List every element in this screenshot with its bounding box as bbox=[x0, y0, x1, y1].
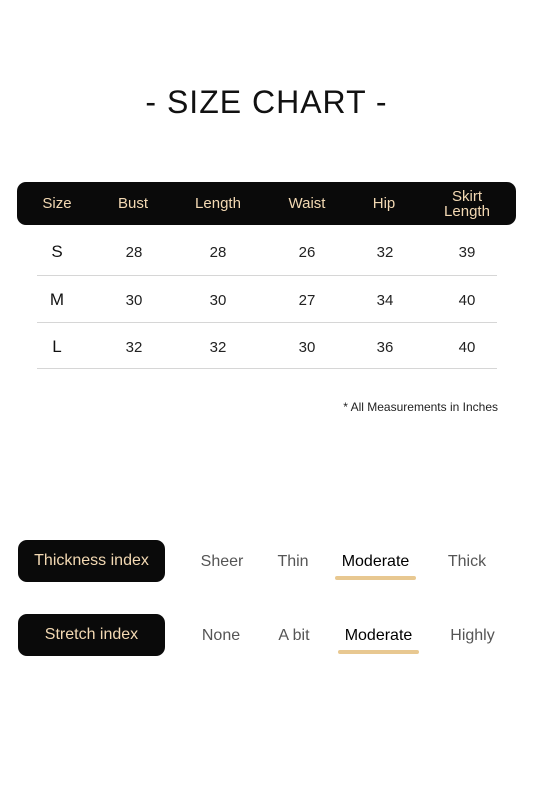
cell-bust: 32 bbox=[125, 338, 143, 356]
header-length: Length bbox=[195, 195, 241, 212]
cell-length: 30 bbox=[209, 291, 227, 309]
row-divider bbox=[37, 275, 497, 276]
cell-size: M bbox=[49, 290, 65, 309]
option-label: Moderate bbox=[341, 553, 410, 570]
table-row bbox=[37, 229, 497, 275]
thickness-option-thick bbox=[443, 541, 491, 583]
cell-hip: 36 bbox=[376, 338, 394, 356]
cell-waist: 27 bbox=[298, 291, 316, 309]
cell-size: S bbox=[51, 242, 63, 261]
cell-skirt-length: 39 bbox=[458, 243, 476, 261]
cell-size: L bbox=[52, 337, 62, 356]
cell-skirt-length: 40 bbox=[458, 338, 476, 356]
cell-waist: 30 bbox=[298, 338, 316, 356]
header-waist: Waist bbox=[288, 195, 326, 212]
cell-hip: 34 bbox=[376, 291, 394, 309]
row-divider bbox=[37, 322, 497, 323]
cell-bust: 30 bbox=[125, 291, 143, 309]
size-table-header bbox=[17, 182, 516, 225]
header-skirt-length: Skirt Length bbox=[444, 187, 490, 220]
thickness-option-moderate bbox=[335, 541, 416, 583]
stretch-option-none bbox=[197, 615, 245, 657]
option-label: Sheer bbox=[200, 553, 244, 570]
stretch-option-moderate bbox=[338, 615, 419, 657]
option-label: A bit bbox=[278, 627, 310, 644]
stretch-option-a-bit bbox=[272, 615, 316, 657]
cell-bust: 28 bbox=[125, 243, 143, 261]
option-label: None bbox=[201, 627, 241, 644]
cell-length: 32 bbox=[209, 338, 227, 356]
thickness-option-thin bbox=[270, 541, 316, 583]
table-row bbox=[37, 324, 497, 370]
header-hip: Hip bbox=[372, 195, 396, 212]
selected-underline bbox=[338, 650, 419, 654]
cell-skirt-length: 40 bbox=[458, 291, 476, 309]
thickness-index-label: Thickness index bbox=[18, 540, 165, 582]
option-label: Moderate bbox=[344, 627, 413, 644]
cell-waist: 26 bbox=[298, 243, 316, 261]
stretch-index-label: Stretch index bbox=[18, 614, 165, 656]
page-title: - SIZE CHART - bbox=[145, 84, 388, 120]
row-divider bbox=[37, 368, 497, 369]
measurement-note: * All Measurements in Inches bbox=[343, 400, 498, 414]
header-size: Size bbox=[42, 195, 72, 212]
thickness-option-sheer bbox=[197, 541, 247, 583]
option-label: Highly bbox=[450, 627, 495, 644]
cell-hip: 32 bbox=[376, 243, 394, 261]
cell-length: 28 bbox=[209, 243, 227, 261]
selected-underline bbox=[335, 576, 416, 580]
header-bust: Bust bbox=[117, 195, 148, 212]
option-label: Thick bbox=[447, 553, 487, 570]
table-row bbox=[37, 277, 497, 323]
option-label: Thin bbox=[277, 553, 309, 570]
stretch-option-highly bbox=[445, 615, 500, 657]
